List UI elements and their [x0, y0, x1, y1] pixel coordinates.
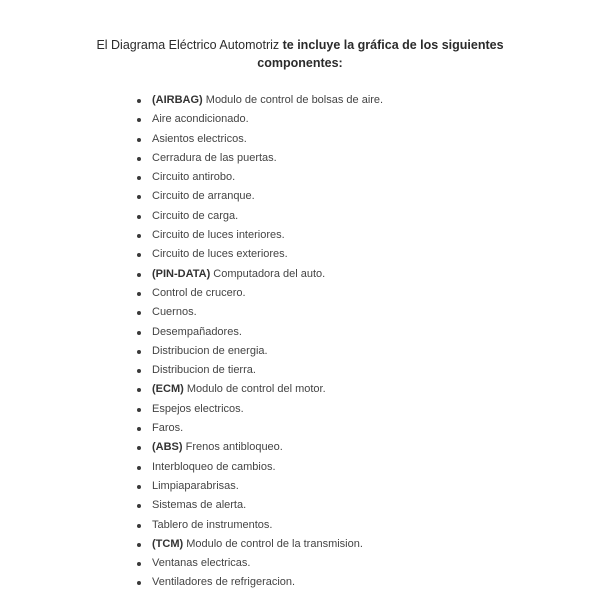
list-item: [134, 554, 383, 573]
component-label: Circuito de carga.: [152, 209, 239, 222]
component-label: Faros.: [152, 422, 184, 435]
list-item: [134, 438, 383, 457]
list-item: [134, 265, 383, 284]
bullet-icon: [137, 543, 141, 547]
list-item: [134, 477, 383, 496]
component-label: Frenos antibloqueo.: [182, 441, 283, 454]
bullet-icon: [137, 99, 141, 103]
list-item: [134, 130, 383, 149]
list-item: [134, 573, 383, 592]
component-label: Circuito de luces exteriores.: [152, 248, 288, 261]
component-label: Distribucion de energia.: [152, 344, 268, 357]
component-code: (AIRBAG): [152, 94, 203, 106]
bullet-icon: [137, 581, 141, 585]
component-code: (ABS): [152, 441, 183, 454]
list-item: [134, 380, 383, 399]
bullet-icon: [137, 369, 141, 373]
list-item: [134, 342, 383, 361]
bullet-icon: [137, 253, 141, 257]
bullet-icon: [137, 427, 141, 431]
list-item: [134, 207, 383, 226]
component-code: (ECM): [152, 383, 184, 396]
bullet-icon: [137, 273, 141, 277]
list-item: [134, 91, 383, 110]
component-label: Ventiladores de refrigeracion.: [152, 576, 296, 589]
heading-regular-text: El Diagrama Eléctrico Automotriz: [96, 38, 283, 52]
bullet-icon: [137, 118, 141, 122]
bullet-icon: [137, 562, 141, 566]
bullet-icon: [137, 408, 141, 412]
bullet-icon: [137, 292, 141, 296]
list-item: [134, 245, 383, 264]
bullet-icon: [137, 350, 141, 354]
list-item: [134, 419, 383, 438]
list-item: [134, 187, 383, 206]
component-code: (TCM): [152, 537, 184, 550]
list-item: [134, 168, 383, 187]
component-label: Computadora del auto.: [210, 267, 326, 280]
list-item: [134, 458, 383, 477]
component-label: Desempañadores.: [152, 325, 242, 338]
list-item: [134, 323, 383, 342]
bullet-icon: [137, 138, 141, 142]
component-label: Limpiaparabrisas.: [152, 479, 239, 492]
list-item: [134, 361, 383, 380]
list-item: [134, 226, 383, 245]
component-list: [134, 91, 383, 593]
list-item: [134, 516, 383, 535]
component-label: Control de crucero.: [152, 286, 246, 299]
page-heading: [60, 36, 540, 72]
bullet-icon: [137, 446, 141, 450]
list-item: [134, 110, 383, 129]
list-item: [134, 496, 383, 515]
component-label: Interbloqueo de cambios.: [152, 460, 276, 473]
component-label: Modulo de control del motor.: [183, 383, 326, 396]
component-label: Distribucion de tierra.: [152, 364, 256, 377]
component-label: Cuernos.: [152, 306, 197, 319]
component-label: Tablero de instrumentos.: [152, 518, 273, 531]
bullet-icon: [137, 524, 141, 528]
bullet-icon: [137, 388, 141, 392]
component-label: Circuito antirobo.: [152, 171, 236, 184]
bullet-icon: [137, 176, 141, 180]
list-item: [134, 284, 383, 303]
bullet-icon: [137, 234, 141, 238]
bullet-icon: [137, 311, 141, 315]
list-item: [134, 303, 383, 322]
component-label: Modulo de control de la transmision.: [183, 537, 363, 550]
component-code: (PIN-DATA): [152, 267, 211, 280]
heading-bold-text: te incluye la gráfica de los siguientes componentes:: [257, 38, 504, 70]
list-item: [134, 535, 383, 554]
bullet-icon: [137, 466, 141, 470]
component-label: Espejos electricos.: [152, 402, 244, 415]
component-label: Asientos electricos.: [152, 132, 247, 145]
component-label: Sistemas de alerta.: [152, 499, 247, 512]
list-item: [134, 149, 383, 168]
bullet-icon: [137, 157, 141, 161]
component-label: Modulo de control de bolsas de aire.: [202, 94, 384, 106]
bullet-icon: [137, 215, 141, 219]
bullet-icon: [137, 485, 141, 489]
bullet-icon: [137, 331, 141, 335]
component-label: Ventanas electricas.: [152, 557, 251, 570]
component-label: Circuito de arranque.: [152, 190, 255, 203]
component-label: Cerradura de las puertas.: [152, 151, 277, 164]
bullet-icon: [137, 504, 141, 508]
component-label: Aire acondicionado.: [152, 113, 249, 126]
bullet-icon: [137, 195, 141, 199]
component-label: Circuito de luces interiores.: [152, 229, 285, 242]
list-item: [134, 400, 383, 419]
